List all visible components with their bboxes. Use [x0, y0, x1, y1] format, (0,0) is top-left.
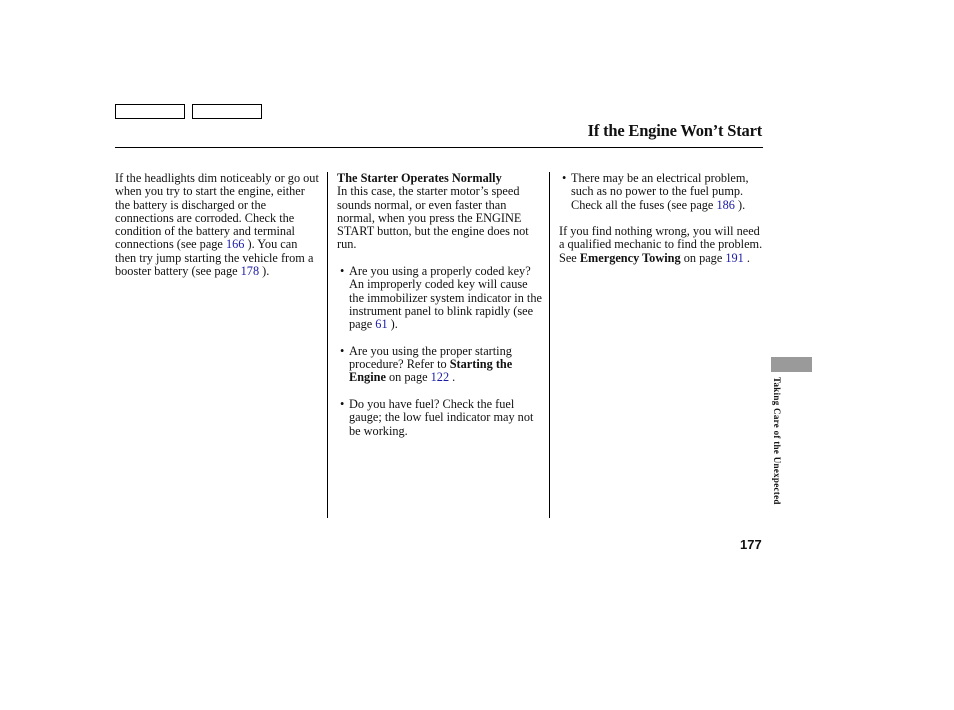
page-number: 177 — [740, 537, 762, 552]
link-page-178[interactable]: 178 — [240, 264, 260, 279]
nav-table-of-contents-button[interactable] — [192, 104, 262, 119]
bullet-icon: • — [340, 264, 345, 279]
page-title: If the Engine Won’t Start — [587, 121, 762, 140]
section-label: Taking Care of the Unexpected — [772, 377, 782, 505]
column-divider-1 — [327, 172, 328, 518]
bullet-electrical: • There may be an electrical problem, such as no power to the fuel pump. Check all the fuses (see page 186 ). — [562, 171, 749, 212]
link-page-122[interactable]: 122 — [430, 370, 450, 385]
header-rule — [115, 147, 763, 148]
column-divider-2 — [549, 172, 550, 518]
bullet-coded-key: • Are you using a properly coded key? An improperly coded key will cause the immobilizer system indicator in the instrument panel to blink rapidly (see page 61 ). — [340, 264, 542, 332]
bullet-fuel: • Do you have fuel? Check the fuel gauge; the low fuel indicator may not be working. — [340, 397, 534, 438]
battery-paragraph: If the headlights dim noticeably or go out when you try to start the engine, either the battery is discharged or the connections are corroded. Check the condition of the battery and terminal connections (see page 166 ). You can then try jump starting the vehicle from a booster battery (see page 178 ). — [115, 171, 319, 279]
mechanic-paragraph: If you find nothing wrong, you will need a qualified mechanic to find the problem. See Emergency Towing on page 191 . — [559, 224, 763, 265]
bullet-icon: • — [340, 397, 345, 412]
bullet-starting-procedure: • Are you using the proper starting procedure? Refer to Starting the Engine on page 122 . — [340, 343, 513, 385]
link-page-166[interactable]: 166 — [225, 237, 245, 252]
column-1 — [115, 172, 321, 278]
link-page-186[interactable]: 186 — [716, 197, 735, 212]
intro-paragraph: In this case, the starter motor’s speed sounds normal, or even faster than normal, when you press the ENGINE START button, but the engine does not run. — [337, 184, 529, 252]
column-2 — [337, 172, 543, 438]
column-3 — [559, 172, 765, 265]
nav-main-menu-button[interactable] — [115, 104, 185, 119]
link-page-191[interactable]: 191 — [725, 250, 744, 265]
link-page-61[interactable]: 61 — [375, 317, 388, 332]
bullet-icon: • — [340, 343, 345, 358]
section-heading: The Starter Operates Normally — [337, 171, 502, 185]
bullet-icon: • — [562, 171, 567, 185]
section-tab[interactable] — [771, 357, 812, 372]
